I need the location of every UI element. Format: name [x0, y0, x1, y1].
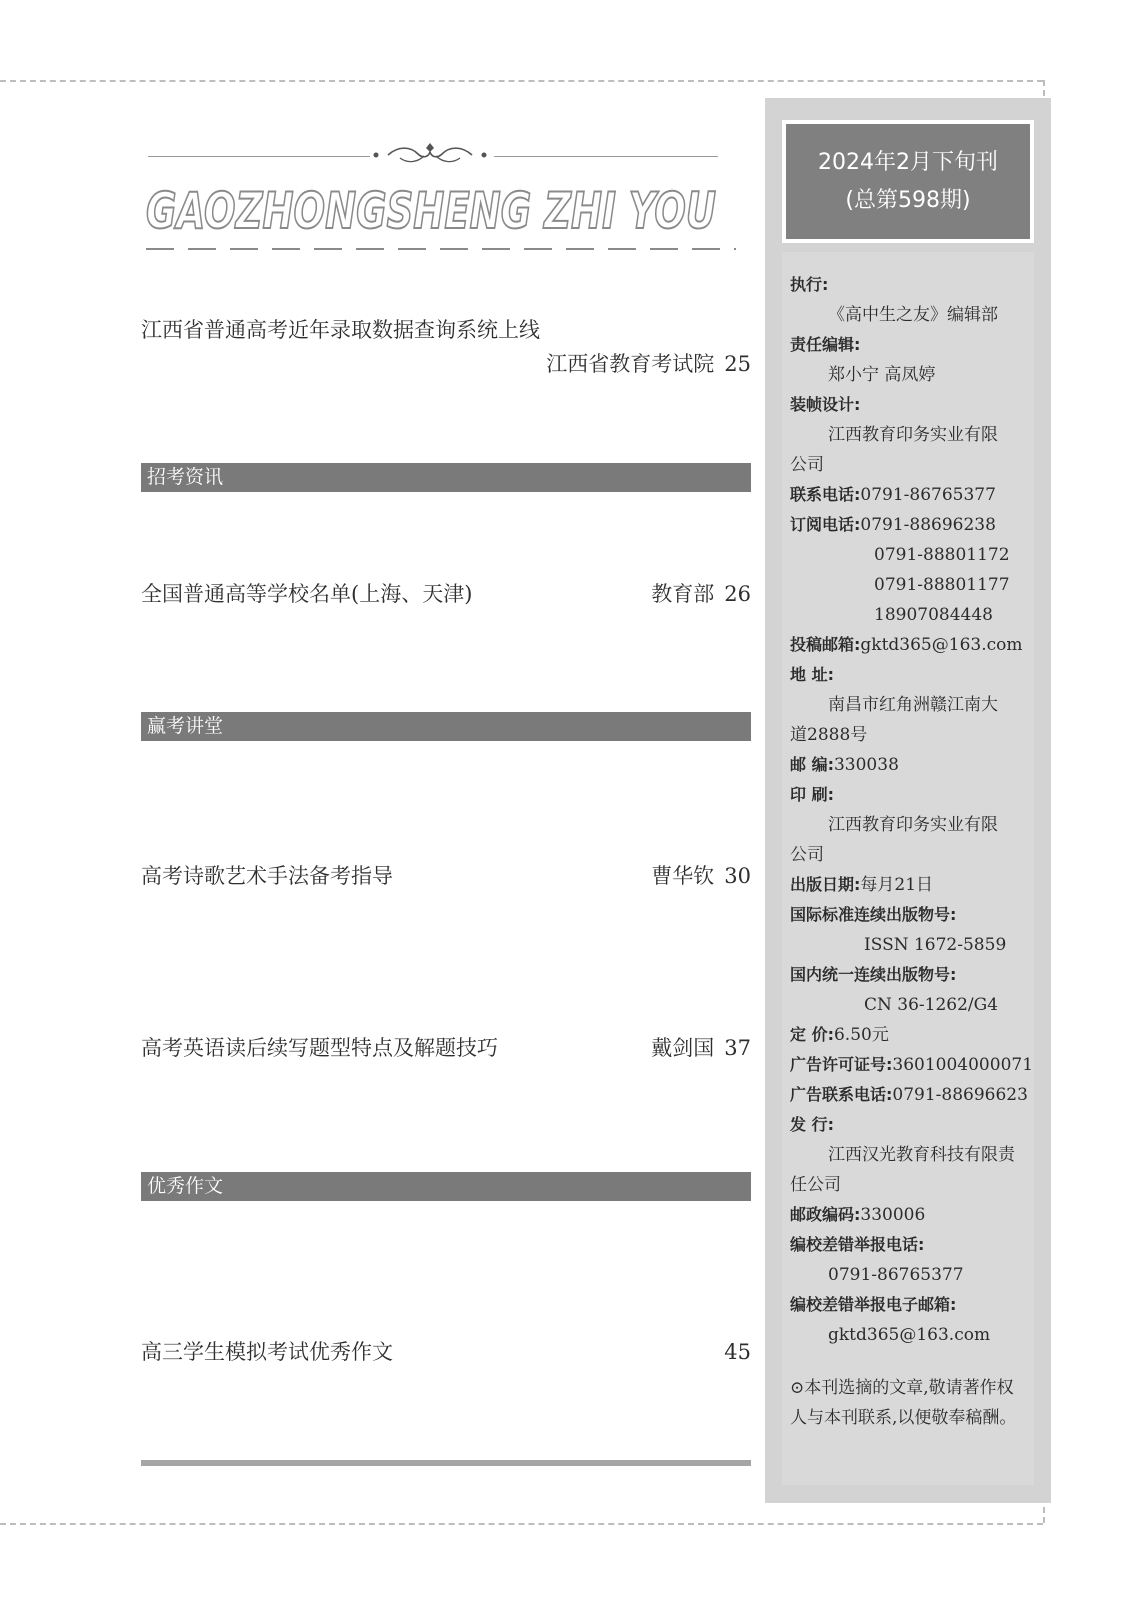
- toc-bottom-rule: [141, 1460, 751, 1466]
- toc-author: 戴剑国: [651, 1036, 715, 1060]
- info-label: 出版日期:: [790, 875, 861, 894]
- toc-entry[interactable]: [141, 862, 751, 890]
- toc-page-number: 25: [724, 352, 751, 376]
- info-value: 公司: [790, 455, 824, 475]
- info-label: 邮 编:: [790, 755, 834, 774]
- page-border-top: [0, 80, 1043, 82]
- info-value: gktd365@163.com: [828, 1325, 991, 1345]
- logo-text: GAOZHONGSHENG ZHI YOU: [146, 182, 716, 238]
- toc-title: 高考诗歌艺术手法备考指导: [141, 864, 393, 888]
- toc-author: 曹华钦: [651, 864, 715, 888]
- masthead-info: [790, 270, 1040, 1350]
- info-value: 0791-88696238: [860, 515, 996, 535]
- info-value: 南昌市红角洲赣江南大: [828, 695, 998, 715]
- info-label: 广告许可证号:: [790, 1055, 893, 1074]
- flourish-ornament-icon: [370, 142, 490, 168]
- issue-date: 2024年2月下旬刊: [818, 150, 998, 175]
- info-value: 0791-88801172: [874, 545, 1010, 565]
- page-border-bottom: [0, 1523, 1043, 1525]
- info-value: 0791-86765377: [860, 485, 996, 505]
- toc-page-number: 45: [724, 1340, 751, 1364]
- info-value: 0791-88801177: [874, 575, 1010, 595]
- info-label: 编校差错举报电子邮箱:: [790, 1295, 957, 1314]
- toc-title: 全国普通高等学校名单(上海、天津): [141, 582, 473, 606]
- toc-title: 高三学生模拟考试优秀作文: [141, 1340, 393, 1364]
- info-label: 编校差错举报电话:: [790, 1235, 925, 1254]
- toc-author: 教育部: [651, 582, 715, 606]
- info-value: 郑小宁 高凤婷: [828, 365, 936, 385]
- toc-title: 江西省普通高考近年录取数据查询系统上线: [141, 318, 540, 342]
- info-value: 3601004000071: [892, 1055, 1034, 1075]
- info-value: 330006: [860, 1205, 926, 1225]
- info-label: 装帧设计:: [790, 395, 861, 414]
- ornament-rule-right: [494, 156, 718, 157]
- info-label: 投稿邮箱:: [790, 635, 861, 654]
- info-value: 《高中生之友》编辑部: [828, 305, 998, 325]
- copyright-note: ⊙本刊选摘的文章,敬请著作权人与本刊联系,以便敬奉稿酬。: [790, 1378, 1017, 1428]
- section-header-yingkao: 赢考讲堂: [141, 712, 751, 741]
- info-value: 公司: [790, 845, 824, 865]
- info-value: 每月21日: [860, 875, 934, 895]
- info-label: 地 址:: [790, 665, 834, 684]
- logo-dashed-rule: [146, 248, 736, 250]
- info-value: 任公司: [790, 1175, 841, 1195]
- toc-page-number: 30: [724, 864, 751, 888]
- info-label: 责任编辑:: [790, 335, 861, 354]
- toc-author: 江西省教育考试院: [546, 352, 715, 376]
- info-value: 330038: [833, 755, 899, 775]
- toc-entry[interactable]: [141, 316, 751, 378]
- info-value: CN 36-1262/G4: [864, 995, 999, 1015]
- info-label: 邮政编码:: [790, 1205, 861, 1224]
- issue-label: [782, 144, 1034, 220]
- info-value: 江西汉光教育科技有限责: [828, 1145, 1015, 1165]
- info-label: 印 刷:: [790, 785, 834, 804]
- info-label: 执行:: [790, 275, 829, 294]
- issue-number: (总第598期): [845, 188, 971, 213]
- info-label: 定 价:: [790, 1025, 834, 1044]
- toc-page-number: 26: [724, 582, 751, 606]
- section-header-zhaokao: 招考资讯: [141, 463, 751, 492]
- ornament-rule-left: [148, 156, 370, 157]
- info-label: 联系电话:: [790, 485, 861, 504]
- info-value: ISSN 1672-5859: [864, 935, 1007, 955]
- info-value: 0791-88696623: [892, 1085, 1028, 1105]
- toc-entry[interactable]: [141, 580, 751, 608]
- toc-entry[interactable]: [141, 1034, 751, 1062]
- info-value: 18907084448: [874, 605, 993, 625]
- info-label: 订阅电话:: [790, 515, 861, 534]
- info-label: 广告联系电话:: [790, 1085, 893, 1104]
- info-value: 江西教育印务实业有限: [828, 425, 998, 445]
- info-value: gktd365@163.com: [860, 635, 1023, 655]
- info-label: 发 行:: [790, 1115, 834, 1134]
- info-value: 0791-86765377: [828, 1265, 964, 1285]
- info-label: 国内统一连续出版物号:: [790, 965, 957, 984]
- toc-title: 高考英语读后续写题型特点及解题技巧: [141, 1036, 498, 1060]
- toc-entry[interactable]: [141, 1338, 751, 1366]
- toc-page-number: 37: [724, 1036, 751, 1060]
- info-value: 道2888号: [790, 725, 868, 745]
- magazine-logo: [146, 176, 736, 238]
- info-value: 6.50元: [833, 1025, 889, 1045]
- info-value: 江西教育印务实业有限: [828, 815, 998, 835]
- info-label: 国际标准连续出版物号:: [790, 905, 957, 924]
- section-header-youxiu: 优秀作文: [141, 1172, 751, 1201]
